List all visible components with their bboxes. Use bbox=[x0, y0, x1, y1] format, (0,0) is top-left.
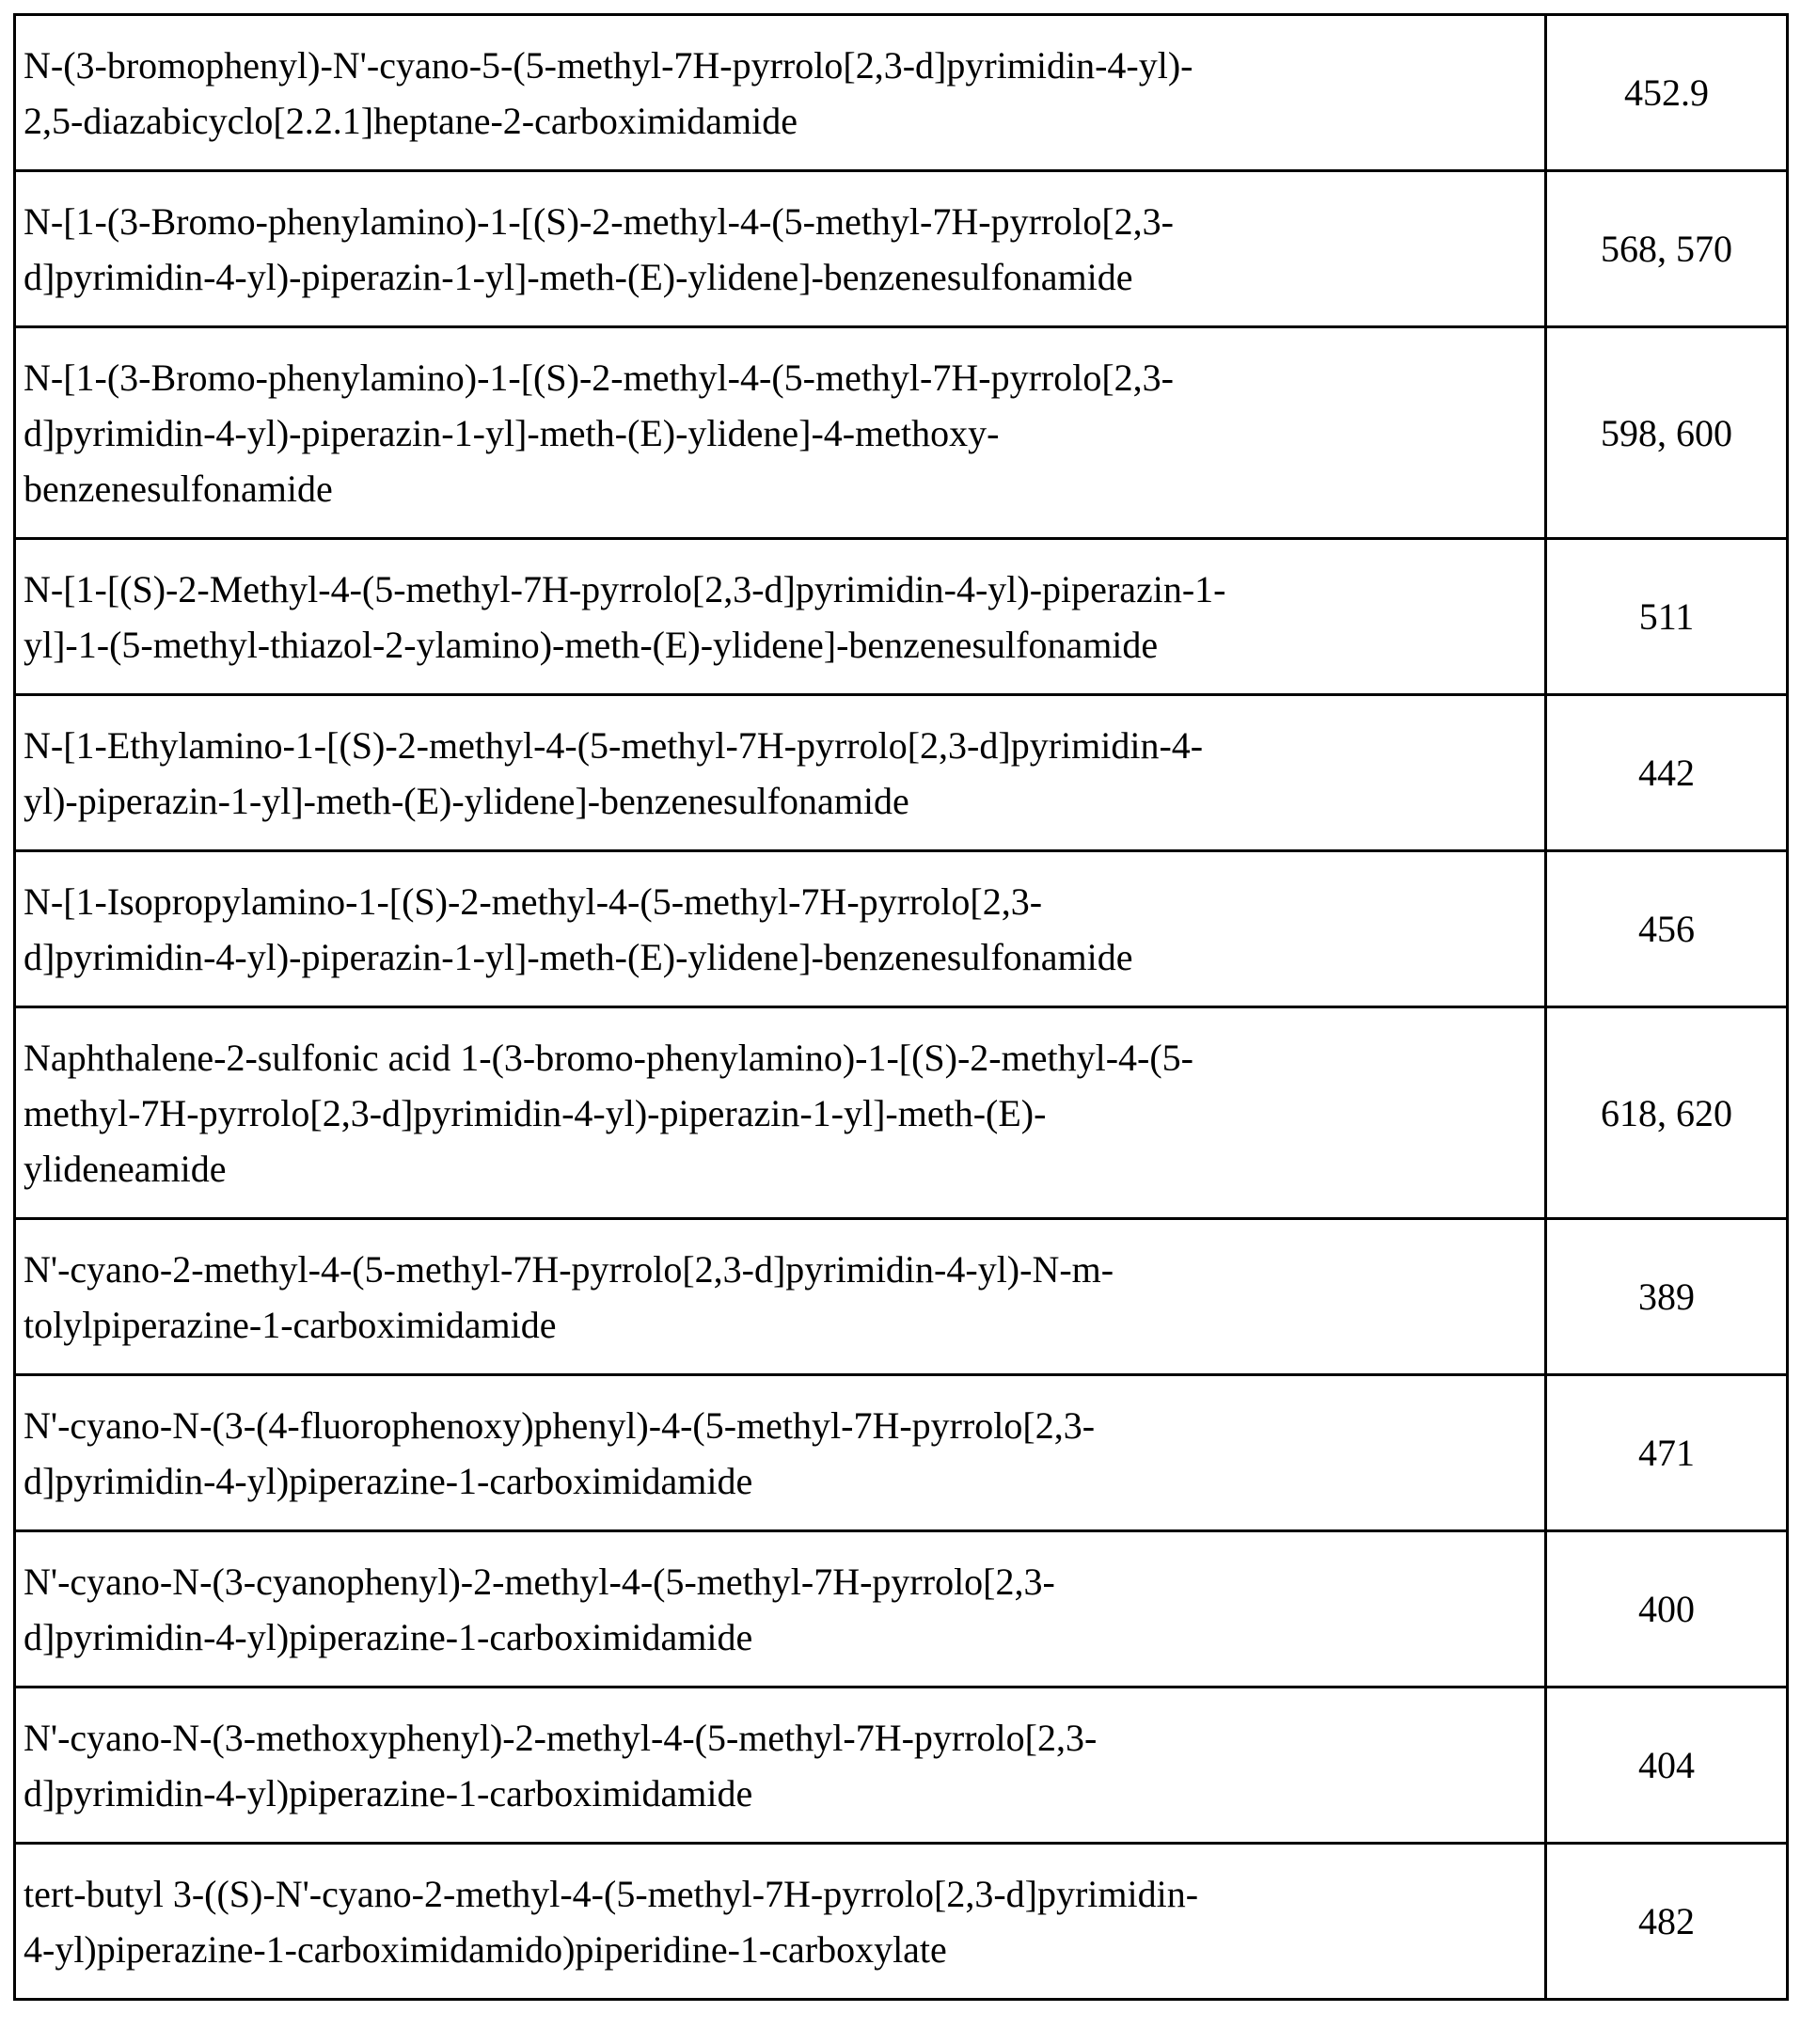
compound-name-line: ylideneamide bbox=[24, 1141, 1537, 1196]
mass-value-cell: 442 bbox=[1546, 695, 1788, 851]
compound-name-line: benzenesulfonamide bbox=[24, 461, 1537, 516]
table-row bbox=[15, 1531, 1788, 1687]
compound-name-line: yl]-1-(5-methyl-thiazol-2-ylamino)-meth-(E)-ylidene]-benzenesulfonamide bbox=[24, 617, 1537, 673]
mass-value-cell: 482 bbox=[1546, 1844, 1788, 2000]
compound-name-line: N-[1-Isopropylamino-1-[(S)-2-methyl-4-(5-methyl-7H-pyrrolo[2,3- bbox=[24, 874, 1537, 929]
table-row bbox=[15, 1375, 1788, 1531]
mass-value-cell: 400 bbox=[1546, 1531, 1788, 1687]
compound-name-cell bbox=[15, 851, 1546, 1007]
table-row bbox=[15, 1219, 1788, 1375]
compound-name-cell bbox=[15, 695, 1546, 851]
mass-value-cell: 598, 600 bbox=[1546, 327, 1788, 539]
compound-name-line: yl)-piperazin-1-yl]-meth-(E)-ylidene]-benzenesulfonamide bbox=[24, 773, 1537, 829]
compound-name-line: N'-cyano-2-methyl-4-(5-methyl-7H-pyrrolo[2,3-d]pyrimidin-4-yl)-N-m- bbox=[24, 1242, 1537, 1297]
mass-value-cell: 471 bbox=[1546, 1375, 1788, 1531]
mass-value-cell: 456 bbox=[1546, 851, 1788, 1007]
table-row bbox=[15, 851, 1788, 1007]
mass-value-cell: 452.9 bbox=[1546, 15, 1788, 171]
compound-name-line: N-[1-(3-Bromo-phenylamino)-1-[(S)-2-methyl-4-(5-methyl-7H-pyrrolo[2,3- bbox=[24, 194, 1537, 249]
table-row bbox=[15, 327, 1788, 539]
compound-name-line: d]pyrimidin-4-yl)piperazine-1-carboximidamide bbox=[24, 1766, 1537, 1821]
compound-name-cell bbox=[15, 1844, 1546, 2000]
compound-name-line: 4-yl)piperazine-1-carboximidamido)piperidine-1-carboxylate bbox=[24, 1922, 1537, 1977]
compound-name-cell bbox=[15, 15, 1546, 171]
compound-name-cell bbox=[15, 1687, 1546, 1844]
compound-name-line: methyl-7H-pyrrolo[2,3-d]pyrimidin-4-yl)-piperazin-1-yl]-meth-(E)- bbox=[24, 1085, 1537, 1141]
compound-name-line: N-[1-Ethylamino-1-[(S)-2-methyl-4-(5-methyl-7H-pyrrolo[2,3-d]pyrimidin-4- bbox=[24, 718, 1537, 773]
compound-table-body bbox=[15, 15, 1788, 2000]
compound-name-cell bbox=[15, 171, 1546, 327]
compound-name-cell bbox=[15, 1219, 1546, 1375]
mass-value-cell: 618, 620 bbox=[1546, 1007, 1788, 1219]
compound-name-line: N'-cyano-N-(3-(4-fluorophenoxy)phenyl)-4-(5-methyl-7H-pyrrolo[2,3- bbox=[24, 1398, 1537, 1453]
mass-value-cell: 511 bbox=[1546, 539, 1788, 695]
table-row bbox=[15, 171, 1788, 327]
compound-name-line: d]pyrimidin-4-yl)-piperazin-1-yl]-meth-(E)-ylidene]-benzenesulfonamide bbox=[24, 249, 1537, 305]
compound-name-line: d]pyrimidin-4-yl)piperazine-1-carboximidamide bbox=[24, 1453, 1537, 1509]
compound-name-line: N-[1-[(S)-2-Methyl-4-(5-methyl-7H-pyrrolo[2,3-d]pyrimidin-4-yl)-piperazin-1- bbox=[24, 562, 1537, 617]
table-row bbox=[15, 1687, 1788, 1844]
compound-table bbox=[13, 13, 1789, 2001]
compound-name-line: Naphthalene-2-sulfonic acid 1-(3-bromo-phenylamino)-1-[(S)-2-methyl-4-(5- bbox=[24, 1030, 1537, 1085]
compound-name-cell bbox=[15, 1531, 1546, 1687]
compound-name-cell bbox=[15, 1375, 1546, 1531]
mass-value-cell: 404 bbox=[1546, 1687, 1788, 1844]
compound-name-line: tolylpiperazine-1-carboximidamide bbox=[24, 1297, 1537, 1353]
compound-name-line: 2,5-diazabicyclo[2.2.1]heptane-2-carboximidamide bbox=[24, 93, 1537, 149]
compound-name-line: N-[1-(3-Bromo-phenylamino)-1-[(S)-2-methyl-4-(5-methyl-7H-pyrrolo[2,3- bbox=[24, 350, 1537, 405]
compound-name-cell bbox=[15, 539, 1546, 695]
compound-name-line: d]pyrimidin-4-yl)piperazine-1-carboximidamide bbox=[24, 1609, 1537, 1665]
compound-name-line: d]pyrimidin-4-yl)-piperazin-1-yl]-meth-(E)-ylidene]-4-methoxy- bbox=[24, 405, 1537, 461]
table-row bbox=[15, 15, 1788, 171]
compound-name-line: tert-butyl 3-((S)-N'-cyano-2-methyl-4-(5-methyl-7H-pyrrolo[2,3-d]pyrimidin- bbox=[24, 1866, 1537, 1922]
table-row bbox=[15, 539, 1788, 695]
mass-value-cell: 389 bbox=[1546, 1219, 1788, 1375]
table-row bbox=[15, 1007, 1788, 1219]
compound-name-line: N'-cyano-N-(3-methoxyphenyl)-2-methyl-4-(5-methyl-7H-pyrrolo[2,3- bbox=[24, 1710, 1537, 1766]
mass-value-cell: 568, 570 bbox=[1546, 171, 1788, 327]
compound-name-line: d]pyrimidin-4-yl)-piperazin-1-yl]-meth-(E)-ylidene]-benzenesulfonamide bbox=[24, 929, 1537, 985]
table-row bbox=[15, 1844, 1788, 2000]
compound-name-line: N-(3-bromophenyl)-N'-cyano-5-(5-methyl-7H-pyrrolo[2,3-d]pyrimidin-4-yl)- bbox=[24, 38, 1537, 93]
compound-name-line: N'-cyano-N-(3-cyanophenyl)-2-methyl-4-(5-methyl-7H-pyrrolo[2,3- bbox=[24, 1554, 1537, 1609]
compound-name-cell bbox=[15, 1007, 1546, 1219]
compound-name-cell bbox=[15, 327, 1546, 539]
table-row bbox=[15, 695, 1788, 851]
